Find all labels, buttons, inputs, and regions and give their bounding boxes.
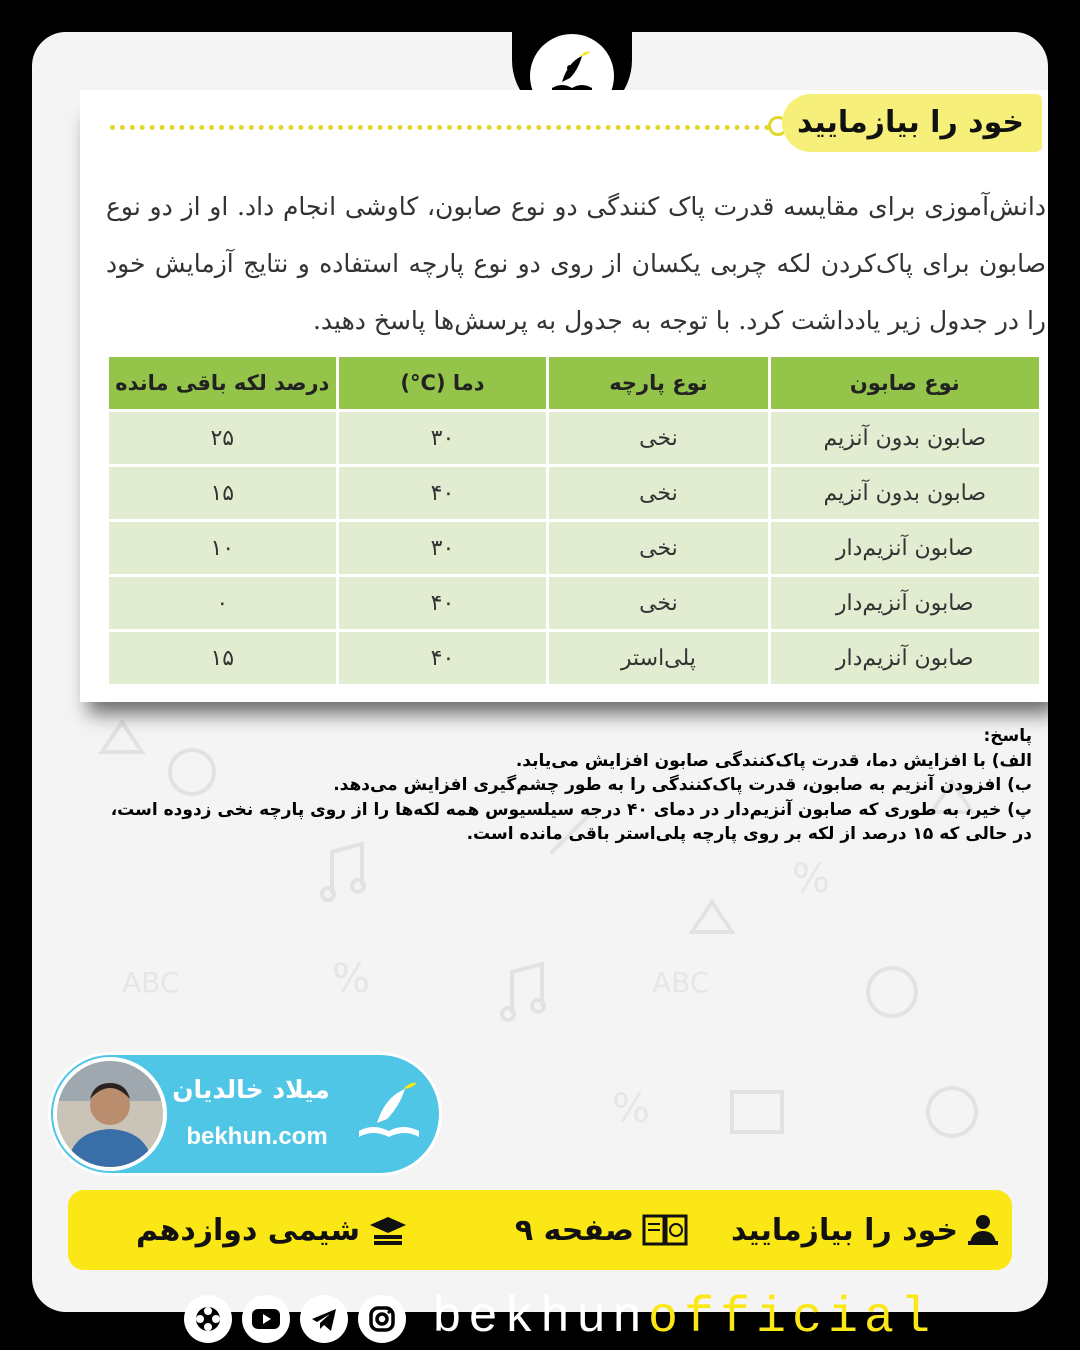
- cell-soap: صابون آنزیم‌دار: [769, 631, 1041, 686]
- answer-line: پ) خیر، به طوری که صابون آنزیم‌دار در دمای ۴۰ درجه سیلسیوس همه لکه‌ها را از روی پارچه نخی زدوده است،: [110, 799, 1032, 820]
- footer-course: [108, 1190, 408, 1270]
- footer-bar: [68, 1190, 1012, 1270]
- aparat-icon[interactable]: [184, 1295, 232, 1343]
- svg-text:%: %: [332, 956, 371, 1002]
- cell-soap: صابون بدون آنزیم: [769, 411, 1041, 466]
- cell-soap: صابون آنزیم‌دار: [769, 576, 1041, 631]
- cell-fabric: نخی: [548, 466, 769, 521]
- youtube-icon[interactable]: [242, 1295, 290, 1343]
- section-title: خود را بیازمایید: [782, 94, 1042, 152]
- bekhun-logo-icon: [351, 1075, 431, 1155]
- cell-remaining: ۱۵: [108, 466, 338, 521]
- answer-line: در حالی که ۱۵ درصد از لکه بر روی پارچه پلی‌استر باقی مانده است.: [466, 824, 1032, 844]
- cell-temp: ۴۰: [337, 576, 548, 631]
- instagram-icon[interactable]: [358, 1295, 406, 1343]
- brand-handle: [432, 1288, 936, 1350]
- table-header-row: [108, 356, 1041, 411]
- table-row: [108, 576, 1041, 631]
- telegram-icon[interactable]: [300, 1295, 348, 1343]
- section-dotted-line: [110, 125, 770, 130]
- table-row: [108, 466, 1041, 521]
- cell-soap: صابون بدون آنزیم: [769, 466, 1041, 521]
- cell-fabric: نخی: [548, 521, 769, 576]
- svg-text:ABC: ABC: [652, 966, 710, 999]
- results-table: [106, 354, 1042, 687]
- footer-course-label: شیمی دوازدهم: [136, 1212, 360, 1248]
- footer-page: [478, 1190, 688, 1270]
- cell-fabric: نخی: [548, 576, 769, 631]
- table-row: [108, 631, 1041, 686]
- cell-remaining: ۱۰: [108, 521, 338, 576]
- svg-text:%: %: [612, 1086, 651, 1132]
- table-row: [108, 411, 1041, 466]
- answer-block: [56, 724, 1032, 847]
- cell-remaining: ۲۵: [108, 411, 338, 466]
- answer-line: الف) با افزایش دما، قدرت پاک‌کنندگی صابون افزایش می‌یابد.: [515, 750, 1032, 771]
- cell-temp: ۴۰: [337, 631, 548, 686]
- cell-remaining: ۰: [108, 576, 338, 631]
- cell-temp: ۴۰: [337, 466, 548, 521]
- footer-topic: [700, 1190, 1000, 1270]
- teacher-icon: [966, 1213, 1000, 1247]
- author-site-link[interactable]: bekhun.com: [186, 1123, 328, 1150]
- cell-remaining: ۱۵: [108, 631, 338, 686]
- person-avatar-icon: [57, 1061, 163, 1167]
- main-card: [32, 32, 1048, 1312]
- open-book-icon: [642, 1212, 688, 1248]
- header-remaining-stain: درصد لکه باقی مانده: [108, 356, 338, 411]
- table-row: [108, 521, 1041, 576]
- brand-part-1: bekhun: [432, 1290, 649, 1347]
- author-name: میلاد خالدیان: [172, 1075, 330, 1104]
- svg-text:ABC: ABC: [122, 966, 180, 999]
- problem-sheet: [80, 90, 1048, 702]
- footer-topic-label: خود را بیازمایید: [731, 1212, 958, 1248]
- header-temperature: دما (C°): [337, 356, 548, 411]
- answer-line: ب) افزودن آنزیم به صابون، قدرت پاک‌کنندگی را به طور چشم‌گیری افزایش می‌دهد.: [333, 775, 1032, 795]
- header-soap-type: نوع صابون: [769, 356, 1041, 411]
- cell-temp: ۳۰: [337, 411, 548, 466]
- problem-text: دانش‌آموزی برای مقایسه قدرت پاک کنندگی دو نوع صابون، کاوشی انجام داد. او از دو نوع صابون برای پاک‌کردن لکه چربی یکسان از روی دو نوع پارچه استفاده و نتایج آزمایش خود را در جدول زیر یادداشت کرد. با توجه به جدول به پرسش‌ها پاسخ دهید.: [106, 192, 1046, 335]
- cell-fabric: نخی: [548, 411, 769, 466]
- graduation-cap-icon: [368, 1213, 408, 1247]
- author-card[interactable]: [48, 1052, 442, 1176]
- answer-heading: پاسخ:: [983, 726, 1032, 746]
- header-fabric-type: نوع پارچه: [548, 356, 769, 411]
- doodle-note: [332, 844, 362, 892]
- svg-text:%: %: [792, 856, 831, 902]
- footer-page-label: صفحه ۹: [514, 1212, 634, 1248]
- brand-part-2: official: [648, 1290, 937, 1347]
- cell-soap: صابون آنزیم‌دار: [769, 521, 1041, 576]
- cell-temp: ۳۰: [337, 521, 548, 576]
- cell-fabric: پلی‌استر: [548, 631, 769, 686]
- avatar: [53, 1057, 167, 1171]
